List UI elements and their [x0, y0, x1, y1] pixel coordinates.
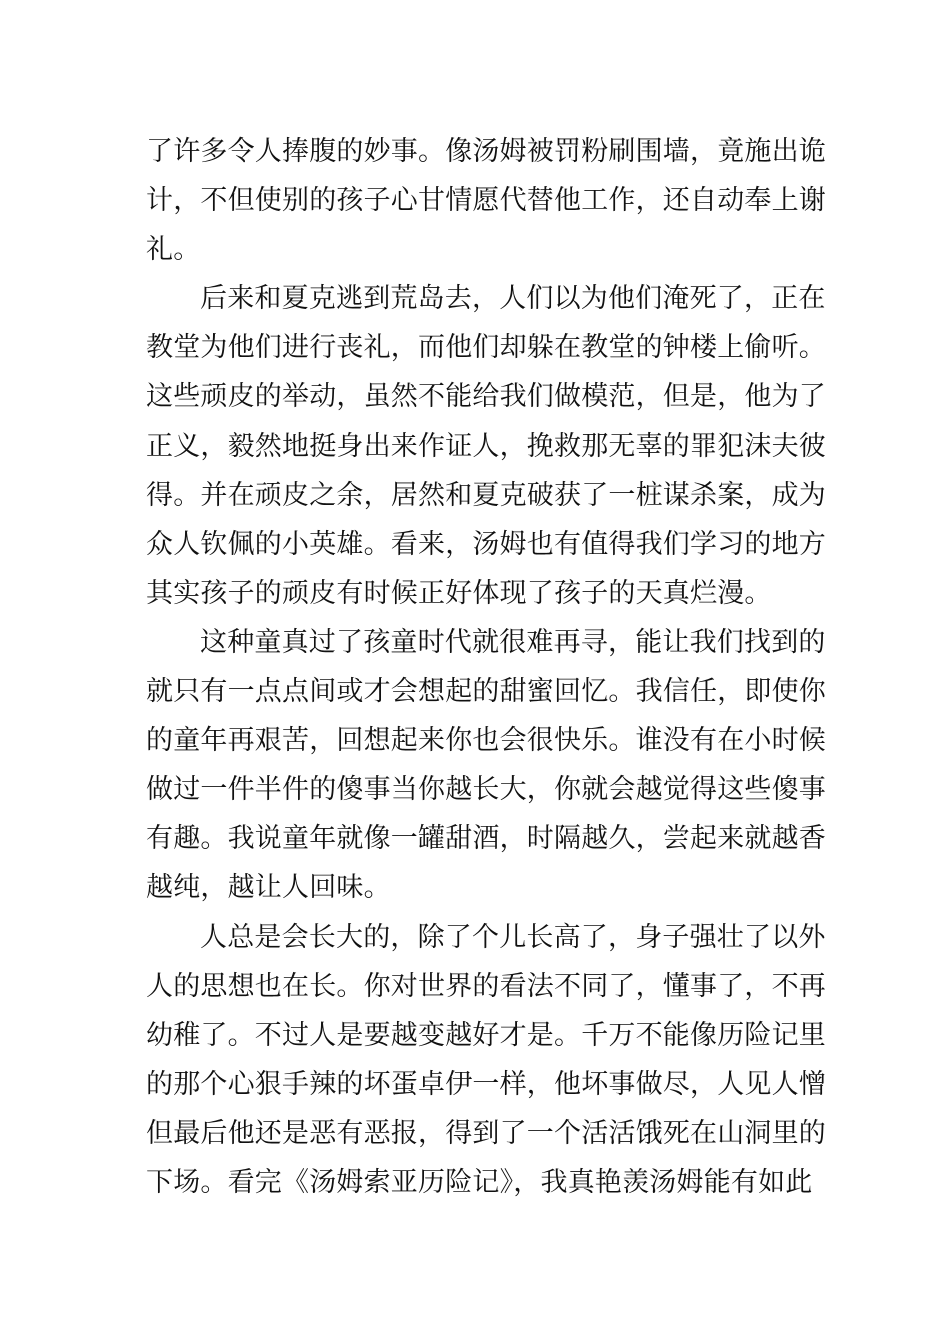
text-line: 了许多令人捧腹的妙事。像汤姆被罚粉刷围墙，竟施出诡 [146, 136, 826, 167]
body-text [146, 127, 826, 1207]
text-line: 其实孩子的顽皮有时候正好体现了孩子的天真烂漫。 [146, 577, 772, 609]
text-line: 有趣。我说童年就像一罐甜酒，时隔越久，尝起来就越香 [146, 823, 826, 855]
text-line: 下场。看完《汤姆索亚历险记》，我真艳羡汤姆能有如此 [146, 1166, 813, 1198]
text-line: 正义，毅然地挺身出来作证人，挽救那无辜的罪犯沫夫彼 [146, 430, 826, 462]
text-line: 得。并在顽皮之余，居然和夏克破获了一桩谋杀案，成为 [146, 479, 826, 511]
text-line: 就只有一点点间或才会想起的甜蜜回忆。我信任，即使你 [146, 676, 826, 708]
text-line: 这些顽皮的举动，虽然不能给我们做模范，但是，他为了 [146, 381, 826, 413]
text-line: 的童年再艰苦，回想起来你也会很快乐。谁没有在小时候 [146, 725, 826, 757]
text-line: 幼稚了。不过人是要越变越好才是。千万不能像历险记里 [146, 1019, 826, 1051]
text-line: 做过一件半件的傻事当你越长大，你就会越觉得这些傻事 [146, 774, 826, 806]
text-line: 教堂为他们进行丧礼，而他们却躲在教堂的钟楼上偷听。 [146, 332, 826, 364]
text-line: 礼。 [146, 234, 201, 266]
text-line: 计，不但使别的孩子心甘情愿代替他工作，还自动奉上谢 [146, 185, 826, 217]
text-line: 众人钦佩的小英雄。看来，汤姆也有值得我们学习的地方 [146, 528, 826, 560]
text-line: 人的思想也在长。你对世界的看法不同了，懂事了，不再 [146, 970, 826, 1002]
paragraph-first-line: 这种童真过了孩童时代就很难再寻，能让我们找到的 [200, 626, 826, 658]
text-line: 越纯，越让人回味。 [146, 872, 391, 904]
paragraph-first-line: 后来和夏克逃到荒岛去，人们以为他们淹死了，正在 [200, 283, 826, 315]
text-line: 的那个心狠手辣的坏蛋卓伊一样，他坏事做尽，人见人憎 [146, 1068, 826, 1100]
text-line: 但最后他还是恶有恶报，得到了一个活活饿死在山洞里的 [146, 1117, 826, 1149]
paragraph-first-line: 人总是会长大的，除了个儿长高了，身子强壮了以外 [200, 921, 826, 953]
